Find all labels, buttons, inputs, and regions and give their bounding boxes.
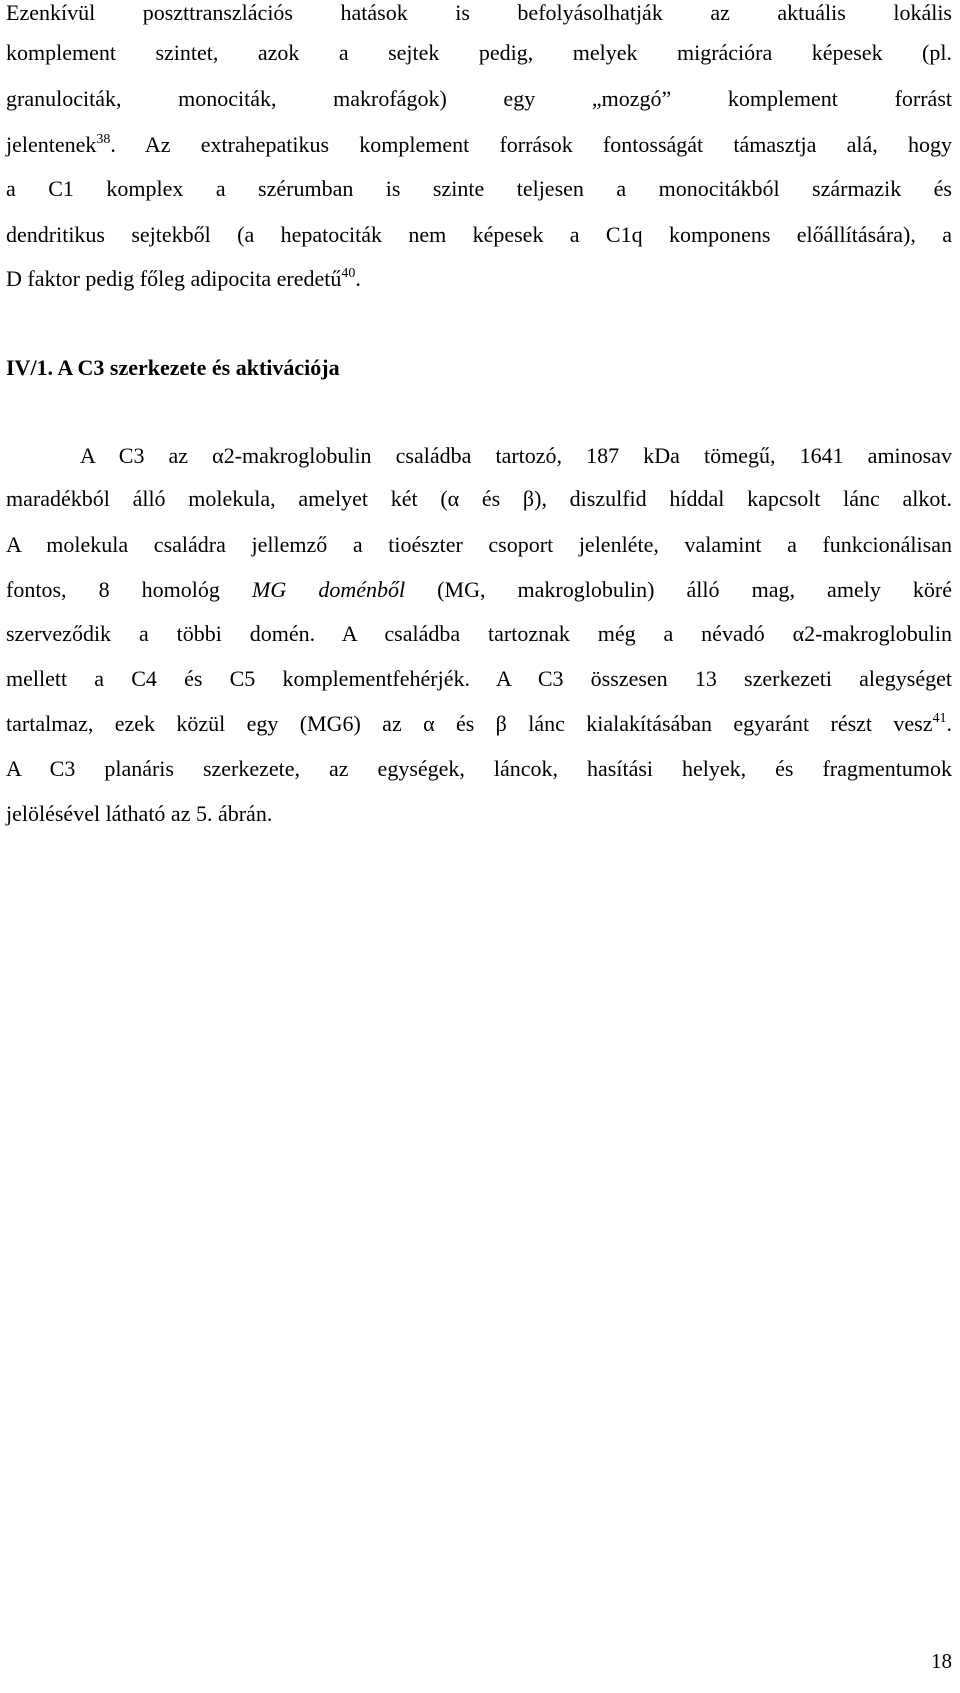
paragraph-2-line-2: maradékból álló molekula, amelyet két (α és β), diszulfid híddal kapcsolt lánc alkot. (6, 486, 952, 511)
citation-superscript: 38 (96, 132, 111, 147)
text-fragment: D faktor pedig főleg adipocita eredetű (6, 266, 342, 291)
paragraph-1-line-7 (6, 266, 952, 292)
section-heading: IV/1. A C3 szerkezete és aktivációja (6, 355, 340, 380)
paragraph-1-line-6: dendritikus sejtekből (a hepatociták nem képesek a C1q komponens előállítására), a (6, 222, 952, 247)
paragraph-2-line-1: A C3 az α2-makroglobulin családba tartozó, 187 kDa tömegű, 1641 aminosav (80, 443, 952, 468)
paragraph-2-line-3: A molekula családra jellemző a tioészter csoport jelenléte, valamint a funkcionálisan (6, 532, 952, 557)
paragraph-2-line-7 (6, 711, 952, 737)
citation-superscript: 41 (932, 711, 947, 726)
paragraph-2-line-5: szerveződik a többi domén. A családba tartoznak még a névadó α2-makroglobulin (6, 621, 952, 646)
paragraph-1-line-2: komplement szintet, azok a sejtek pedig, melyek migrációra képesek (pl. (6, 40, 952, 65)
citation-superscript: 40 (341, 266, 356, 281)
paragraph-1-line-4 (6, 132, 952, 158)
text-fragment: . Az extrahepatikus komplement források fontosságát támasztja alá, hogy (110, 132, 952, 157)
text-fragment: fontos, 8 homológ (6, 577, 253, 602)
paragraph-2-line-8: A C3 planáris szerkezete, az egységek, láncok, hasítási helyek, és fragmentumok (6, 756, 952, 781)
paragraph-2-line-9: jelölésével látható az 5. ábrán. (6, 801, 273, 826)
paragraph-1-line-5: a C1 komplex a szérumban is szinte teljesen a monocitákból származik és (6, 176, 952, 201)
paragraph-2-line-6: mellett a C4 és C5 komplementfehérjék. A C3 összesen 13 szerkezeti alegységet (6, 666, 952, 691)
paragraph-1-line-1: Ezenkívül poszttranszlációs hatások is befolyásolhatják az aktuális lokális (6, 0, 952, 25)
page-number: 18 (931, 1649, 952, 1673)
text-fragment: tartalmaz, ezek közül egy (MG6) az α és β lánc kialakításában egyaránt részt vesz (6, 711, 933, 736)
paragraph-1-line-3: granulociták, monociták, makrofágok) egy „mozgó” komplement forrást (6, 86, 952, 111)
italic-term: MG doménből (252, 577, 406, 602)
text-fragment: (MG, makroglobulin) álló mag, amely köré (405, 577, 952, 602)
text-fragment: . (946, 711, 952, 736)
text-fragment: jelentenek (6, 132, 97, 157)
paragraph-2-line-4 (6, 577, 952, 603)
text-fragment: . (355, 266, 361, 291)
